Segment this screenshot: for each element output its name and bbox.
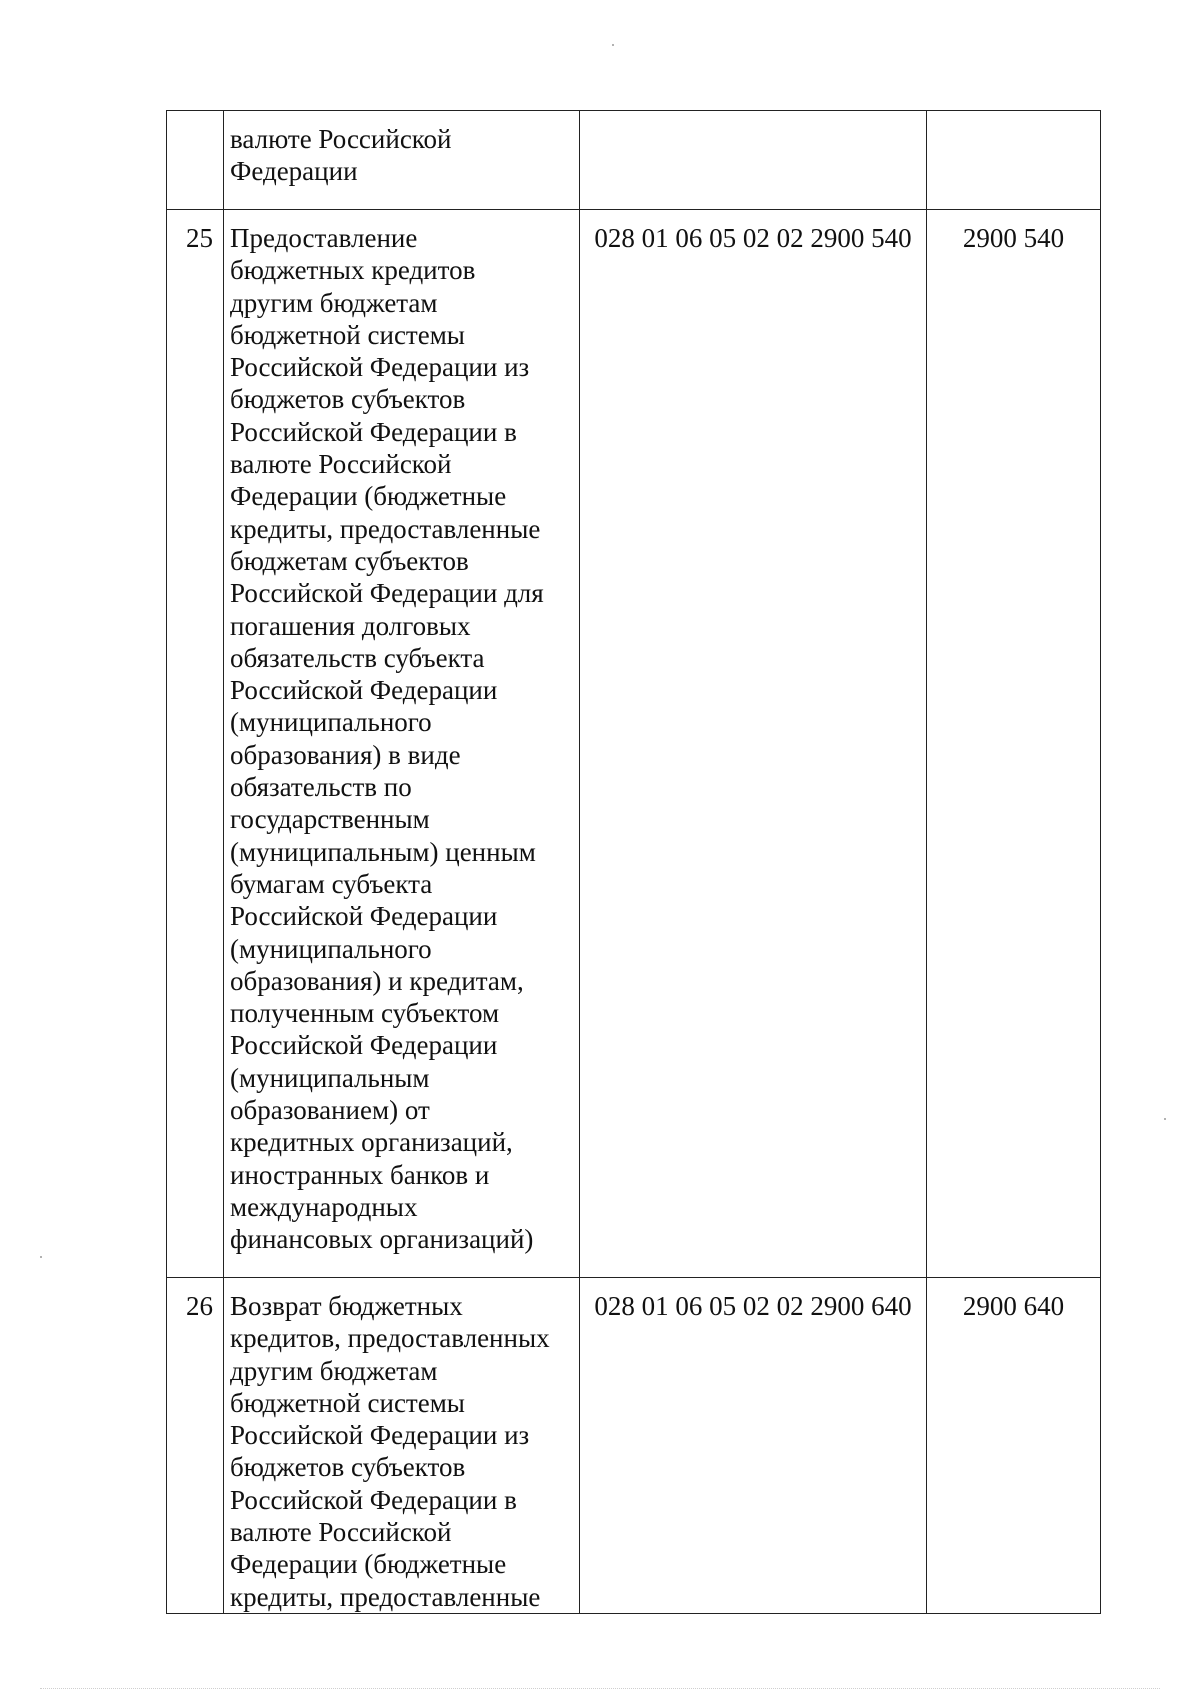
description-line: бюджетной системы	[230, 319, 465, 350]
row-number-cell	[167, 111, 224, 210]
description-line: другим бюджетам	[230, 287, 438, 318]
description-line: другим бюджетам	[230, 1355, 438, 1386]
description-line: финансовых организаций)	[230, 1224, 534, 1255]
description-line: (муниципального	[230, 933, 432, 964]
row-short-code-cell	[927, 111, 1101, 210]
table-row	[167, 210, 1101, 1278]
description-line: образованием) от	[230, 1095, 430, 1126]
scan-speck	[612, 44, 614, 46]
description-line: Российской Федерации для	[230, 578, 544, 609]
description-line: Предоставление	[230, 223, 418, 253]
description-line: Российской Федерации	[230, 675, 498, 706]
description-line: Федерации (бюджетные	[230, 481, 507, 512]
budget-codes-table	[166, 110, 1101, 1614]
description-line: Российской Федерации из	[230, 352, 530, 383]
row-code-cell: 028 01 06 05 02 02 2900 540	[580, 210, 927, 1278]
description-line: бюджетной системы	[230, 1387, 465, 1418]
row-short-code-cell: 2900 640	[927, 1278, 1101, 1614]
description-line: Российской Федерации	[230, 1030, 498, 1061]
description-line: бумагам субъекта	[230, 868, 433, 899]
description-line: Российской Федерации	[230, 901, 498, 932]
description-line: бюджетам субъектов	[230, 545, 469, 576]
description-line: бюджетов субъектов	[230, 1452, 466, 1483]
description-line: Возврат бюджетных	[230, 1291, 463, 1321]
description-line: Федерации	[230, 156, 358, 187]
description-line: обязательств субъекта	[230, 642, 485, 673]
description-line: валюте Российской	[230, 449, 452, 480]
description-line: обязательств по	[230, 772, 412, 803]
table-row	[167, 1278, 1101, 1614]
description-line: кредиты, предоставленные	[230, 513, 541, 544]
description-line: Российской Федерации в	[230, 416, 517, 447]
description-line: иностранных банков и	[230, 1159, 490, 1190]
row-description-cell	[224, 111, 580, 210]
row-number-cell: 26	[167, 1278, 224, 1614]
description-line: кредитов, предоставленных	[230, 1323, 550, 1354]
description-line: Российской Федерации в	[230, 1484, 517, 1515]
scan-edge-dots	[40, 1688, 1160, 1689]
description-line: образования) и кредитам,	[230, 965, 524, 996]
row-code-cell	[580, 111, 927, 210]
description-line: (муниципальным) ценным	[230, 836, 536, 867]
description-line: Российской Федерации из	[230, 1420, 530, 1451]
row-short-code-cell: 2900 540	[927, 210, 1101, 1278]
description-line: бюджетов субъектов	[230, 384, 466, 415]
description-line: (муниципального	[230, 707, 432, 738]
description-line: образования) в виде	[230, 739, 461, 770]
row-number-cell: 25	[167, 210, 224, 1278]
description-line: погашения долговых	[230, 610, 471, 641]
description-line: бюджетных кредитов	[230, 255, 476, 286]
description-line: полученным субъектом	[230, 998, 500, 1029]
description-line: валюте Российской	[230, 124, 452, 154]
description-line: Федерации (бюджетные	[230, 1549, 507, 1580]
description-line: (муниципальным	[230, 1062, 430, 1093]
description-line: кредитных организаций,	[230, 1127, 513, 1158]
scan-speck	[40, 1256, 42, 1258]
description-line: кредиты, предоставленные	[230, 1581, 541, 1612]
description-line: валюте Российской	[230, 1517, 452, 1548]
description-line: государственным	[230, 804, 430, 835]
scan-speck	[1164, 1118, 1166, 1120]
description-line: международных	[230, 1191, 418, 1222]
row-code-cell: 028 01 06 05 02 02 2900 640	[580, 1278, 927, 1614]
row-description-cell	[224, 210, 580, 1278]
row-description-cell	[224, 1278, 580, 1614]
table-row	[167, 111, 1101, 210]
